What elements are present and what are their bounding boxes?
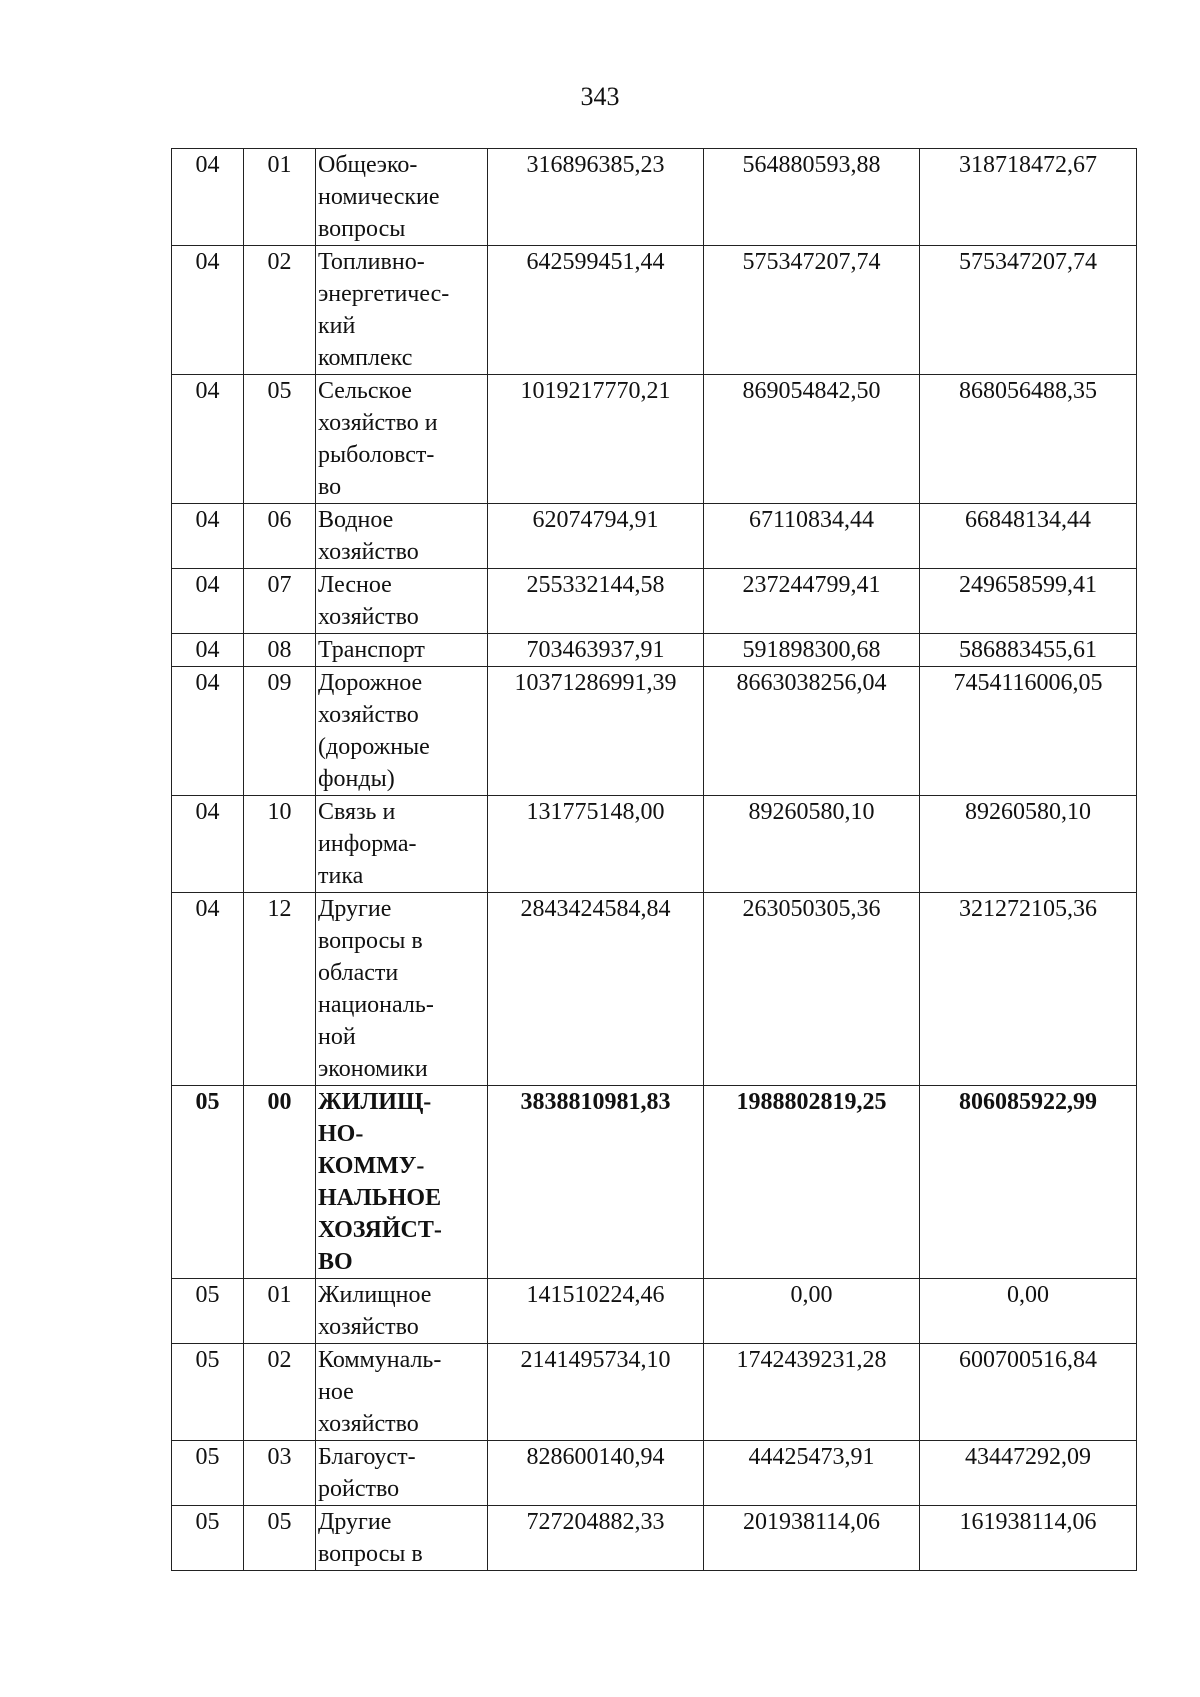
table-row (172, 504, 1137, 569)
item-name-line: Транспорт (318, 637, 425, 663)
item-name-cell (316, 1506, 488, 1571)
item-name-line: номические (318, 184, 440, 210)
section-code-cell: 04 (172, 634, 244, 667)
item-name-line: хозяйство (318, 539, 419, 565)
amount-cell-3: 43447292,09 (920, 1441, 1137, 1506)
item-name-cell (316, 667, 488, 796)
item-name-line: Водное (318, 507, 394, 533)
section-code-cell: 04 (172, 796, 244, 893)
amount-cell-1: 703463937,91 (488, 634, 704, 667)
amount-cell-3: 0,00 (920, 1279, 1137, 1344)
item-name-line: комплекс (318, 345, 413, 371)
amount-cell-1: 131775148,00 (488, 796, 704, 893)
amount-cell-3: 161938114,06 (920, 1506, 1137, 1571)
item-name-line: информа- (318, 831, 417, 857)
item-name-line: вопросы (318, 216, 406, 242)
amount-cell-1: 62074794,91 (488, 504, 704, 569)
table-row (172, 149, 1137, 246)
section-code-cell: 05 (172, 1344, 244, 1441)
item-name-line: рыболовст- (318, 442, 435, 468)
item-name-cell (316, 1344, 488, 1441)
item-name-line: вопросы в (318, 1541, 423, 1567)
section-code-cell: 04 (172, 504, 244, 569)
subsection-code-cell: 09 (244, 667, 316, 796)
amount-cell-1: 2843424584,84 (488, 893, 704, 1086)
table-row (172, 634, 1137, 667)
item-name-line: ХОЗЯЙСТ- (318, 1217, 442, 1243)
amount-cell-1: 10371286991,39 (488, 667, 704, 796)
amount-cell-1: 3838810981,83 (488, 1086, 704, 1279)
item-name-line: хозяйство (318, 1411, 419, 1437)
subsection-code-cell: 01 (244, 149, 316, 246)
item-name-cell (316, 375, 488, 504)
item-name-line: ное (318, 1379, 354, 1405)
amount-cell-1: 141510224,46 (488, 1279, 704, 1344)
section-code-cell: 05 (172, 1086, 244, 1279)
item-name-line: Другие (318, 1509, 392, 1535)
item-name-cell (316, 149, 488, 246)
item-name-cell (316, 504, 488, 569)
item-name-line: энергетичес- (318, 281, 450, 307)
item-name-line: КОММУ- (318, 1153, 425, 1179)
item-name-line: фонды) (318, 766, 395, 792)
item-name-line: экономики (318, 1056, 428, 1082)
amount-cell-2: 591898300,68 (704, 634, 920, 667)
item-name-cell (316, 569, 488, 634)
item-name-cell (316, 1441, 488, 1506)
amount-cell-3: 249658599,41 (920, 569, 1137, 634)
table-row (172, 1279, 1137, 1344)
table-row (172, 375, 1137, 504)
amount-cell-2: 564880593,88 (704, 149, 920, 246)
item-name-line: Коммуналь- (318, 1347, 442, 1373)
amount-cell-3: 7454116006,05 (920, 667, 1137, 796)
subsection-code-cell: 00 (244, 1086, 316, 1279)
section-code-cell: 04 (172, 667, 244, 796)
table-row (172, 1441, 1137, 1506)
item-name-line: Благоуст- (318, 1444, 416, 1470)
item-name-cell (316, 796, 488, 893)
amount-cell-1: 1019217770,21 (488, 375, 704, 504)
section-code-cell: 04 (172, 149, 244, 246)
subsection-code-cell: 02 (244, 246, 316, 375)
amount-cell-3: 586883455,61 (920, 634, 1137, 667)
subsection-code-cell: 12 (244, 893, 316, 1086)
item-name-line: Лесное (318, 572, 392, 598)
item-name-line: области (318, 960, 399, 986)
item-name-line: ной (318, 1024, 356, 1050)
section-code-cell: 04 (172, 569, 244, 634)
amount-cell-3: 806085922,99 (920, 1086, 1137, 1279)
item-name-line: националь- (318, 992, 434, 1018)
table-row (172, 667, 1137, 796)
subsection-code-cell: 01 (244, 1279, 316, 1344)
item-name-line: вопросы в (318, 928, 423, 954)
item-name-line: НО- (318, 1121, 364, 1147)
amount-cell-3: 89260580,10 (920, 796, 1137, 893)
amount-cell-1: 828600140,94 (488, 1441, 704, 1506)
amount-cell-2: 869054842,50 (704, 375, 920, 504)
item-name-line: ВО (318, 1249, 353, 1275)
amount-cell-1: 255332144,58 (488, 569, 704, 634)
table-body (172, 149, 1137, 1571)
item-name-line: хозяйство и (318, 410, 438, 436)
item-name-cell (316, 1086, 488, 1279)
amount-cell-3: 868056488,35 (920, 375, 1137, 504)
amount-cell-3: 575347207,74 (920, 246, 1137, 375)
subsection-code-cell: 05 (244, 1506, 316, 1571)
section-code-cell: 05 (172, 1506, 244, 1571)
section-code-cell: 05 (172, 1279, 244, 1344)
item-name-line: Связь и (318, 799, 396, 825)
item-name-line: Общеэко- (318, 152, 418, 178)
table-row (172, 246, 1137, 375)
amount-cell-2: 44425473,91 (704, 1441, 920, 1506)
subsection-code-cell: 07 (244, 569, 316, 634)
item-name-line: (дорожные (318, 734, 430, 760)
item-name-line: Жилищное (318, 1282, 432, 1308)
item-name-line: тика (318, 863, 364, 889)
amount-cell-3: 318718472,67 (920, 149, 1137, 246)
subsection-code-cell: 02 (244, 1344, 316, 1441)
amount-cell-2: 263050305,36 (704, 893, 920, 1086)
table-row (172, 569, 1137, 634)
page-number: 343 (580, 82, 620, 111)
item-name-cell (316, 893, 488, 1086)
item-name-line: кий (318, 313, 356, 339)
amount-cell-1: 642599451,44 (488, 246, 704, 375)
amount-cell-2: 8663038256,04 (704, 667, 920, 796)
section-code-cell: 04 (172, 893, 244, 1086)
item-name-line: во (318, 474, 342, 500)
amount-cell-2: 1742439231,28 (704, 1344, 920, 1441)
amount-cell-2: 0,00 (704, 1279, 920, 1344)
amount-cell-2: 1988802819,25 (704, 1086, 920, 1279)
amount-cell-1: 2141495734,10 (488, 1344, 704, 1441)
item-name-line: хозяйство (318, 1314, 419, 1340)
subsection-code-cell: 08 (244, 634, 316, 667)
section-code-cell: 04 (172, 246, 244, 375)
section-code-cell: 04 (172, 375, 244, 504)
table-row (172, 1506, 1137, 1571)
section-code-cell: 05 (172, 1441, 244, 1506)
amount-cell-3: 321272105,36 (920, 893, 1137, 1086)
item-name-line: хозяйство (318, 604, 419, 630)
item-name-cell (316, 634, 488, 667)
amount-cell-2: 201938114,06 (704, 1506, 920, 1571)
table-row (172, 1344, 1137, 1441)
amount-cell-3: 600700516,84 (920, 1344, 1137, 1441)
item-name-line: хозяйство (318, 702, 419, 728)
item-name-cell (316, 1279, 488, 1344)
table-row (172, 796, 1137, 893)
amount-cell-3: 66848134,44 (920, 504, 1137, 569)
subsection-code-cell: 05 (244, 375, 316, 504)
item-name-line: НАЛЬНОЕ (318, 1185, 442, 1211)
subsection-code-cell: 03 (244, 1441, 316, 1506)
item-name-line: Дорожное (318, 670, 423, 696)
table-row (172, 893, 1137, 1086)
amount-cell-1: 727204882,33 (488, 1506, 704, 1571)
table-row (172, 1086, 1137, 1279)
amount-cell-1: 316896385,23 (488, 149, 704, 246)
subsection-code-cell: 10 (244, 796, 316, 893)
item-name-line: Другие (318, 896, 392, 922)
item-name-line: Сельское (318, 378, 412, 404)
amount-cell-2: 575347207,74 (704, 246, 920, 375)
budget-table (171, 148, 1137, 1571)
item-name-line: ройство (318, 1476, 400, 1502)
item-name-line: Топливно- (318, 249, 425, 275)
amount-cell-2: 89260580,10 (704, 796, 920, 893)
amount-cell-2: 67110834,44 (704, 504, 920, 569)
amount-cell-2: 237244799,41 (704, 569, 920, 634)
item-name-line: ЖИЛИЩ- (318, 1089, 432, 1115)
item-name-cell (316, 246, 488, 375)
subsection-code-cell: 06 (244, 504, 316, 569)
